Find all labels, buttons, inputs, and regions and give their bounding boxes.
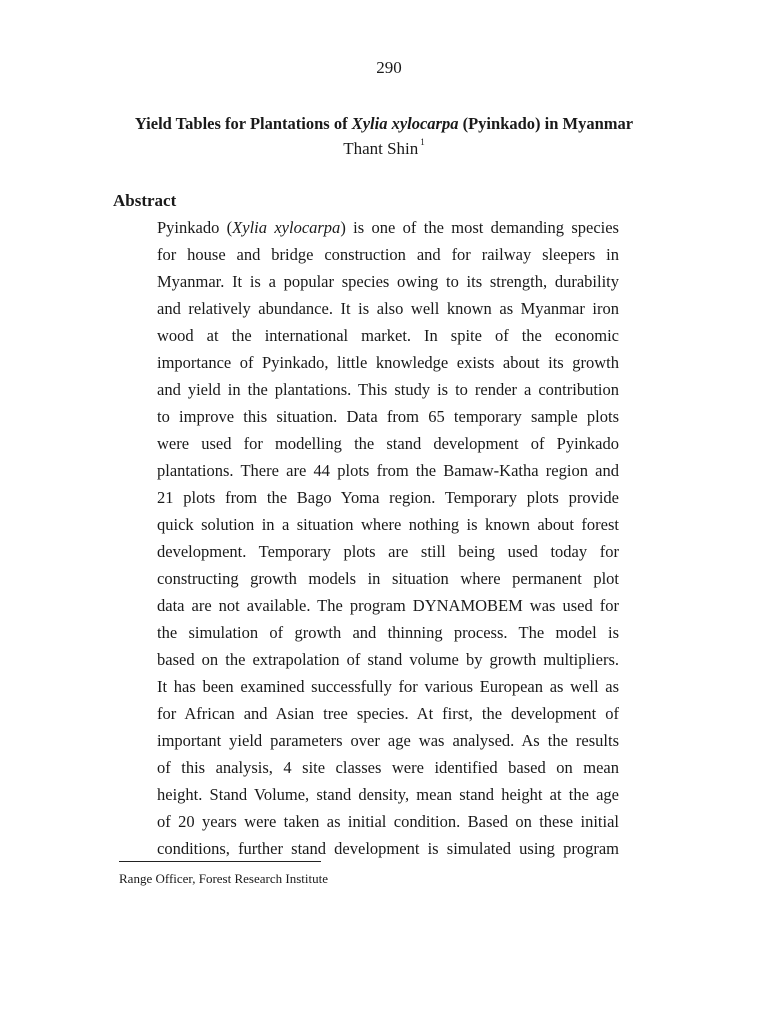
abstract-first-species: Xylia xylocarpa <box>232 218 341 237</box>
title-species: Xylia xylocarpa <box>351 114 459 133</box>
abstract-line: plantations. There are 44 plots from the Bamaw-Katha region and <box>157 461 619 480</box>
page-number: 290 <box>376 58 402 77</box>
abstract-first-rest: is one of the most demanding species <box>353 218 619 237</box>
abstract-line: data are not available. The program DYNAMOBEM was used for <box>157 596 619 615</box>
abstract-line: conditions, further stand development is simulated using program <box>157 839 619 858</box>
abstract-line: wood at the international market. In spite of the economic <box>157 326 619 345</box>
abstract-line: of this analysis, 4 site classes were identified based on mean <box>157 758 619 777</box>
abstract-line: to improve this situation. Data from 65 temporary sample plots <box>157 407 619 426</box>
abstract-line: of 20 years were taken as initial condition. Based on these initial <box>157 812 619 831</box>
abstract-line: important yield parameters over age was analysed. As the results <box>157 731 619 750</box>
abstract-line: constructing growth models in situation where permanent plot <box>157 569 619 588</box>
footnote-affiliation: Range Officer, Forest Research Institute <box>119 871 328 886</box>
abstract-line: were used for modelling the stand development of Pyinkado <box>157 434 619 453</box>
abstract-line: for African and Asian tree species. At first, the development of <box>157 704 619 723</box>
abstract-first-close: ) <box>340 218 354 237</box>
abstract-line <box>157 214 619 241</box>
paper-title <box>0 114 768 134</box>
author-name: Thant Shin <box>343 139 419 158</box>
abstract-line: for house and bridge construction and for railway sleepers in <box>157 245 619 264</box>
abstract-line: and yield in the plantations. This study is to render a contribution <box>157 380 619 399</box>
abstract-heading: Abstract <box>113 191 177 210</box>
abstract-line: quick solution in a situation where nothing is known about forest <box>157 515 619 534</box>
abstract-line: It has been examined successfully for various European as well as <box>157 677 619 696</box>
abstract-line: development. Temporary plots are still being used today for <box>157 542 619 561</box>
abstract-line: 21 plots from the Bago Yoma region. Temporary plots provide <box>157 488 619 507</box>
abstract-line: and relatively abundance. It is also well known as Myanmar iron <box>157 299 619 318</box>
title-suffix: (Pyinkado) in Myanmar <box>458 114 634 133</box>
author-footnote-mark: 1 <box>420 137 425 147</box>
author-line <box>0 139 768 159</box>
abstract-line: based on the extrapolation of stand volume by growth multipliers. <box>157 650 619 669</box>
abstract-first-prefix: Pyinkado ( <box>157 218 233 237</box>
abstract-line: height. Stand Volume, stand density, mean stand height at the age <box>157 785 619 804</box>
title-prefix: Yield Tables for Plantations of <box>134 114 352 133</box>
abstract-line: the simulation of growth and thinning process. The model is <box>157 623 619 642</box>
abstract-line: Myanmar. It is a popular species owing to its strength, durability <box>157 272 619 291</box>
abstract-line: importance of Pyinkado, little knowledge exists about its growth <box>157 353 619 372</box>
abstract-body <box>157 214 619 862</box>
footnote-divider <box>119 861 321 862</box>
